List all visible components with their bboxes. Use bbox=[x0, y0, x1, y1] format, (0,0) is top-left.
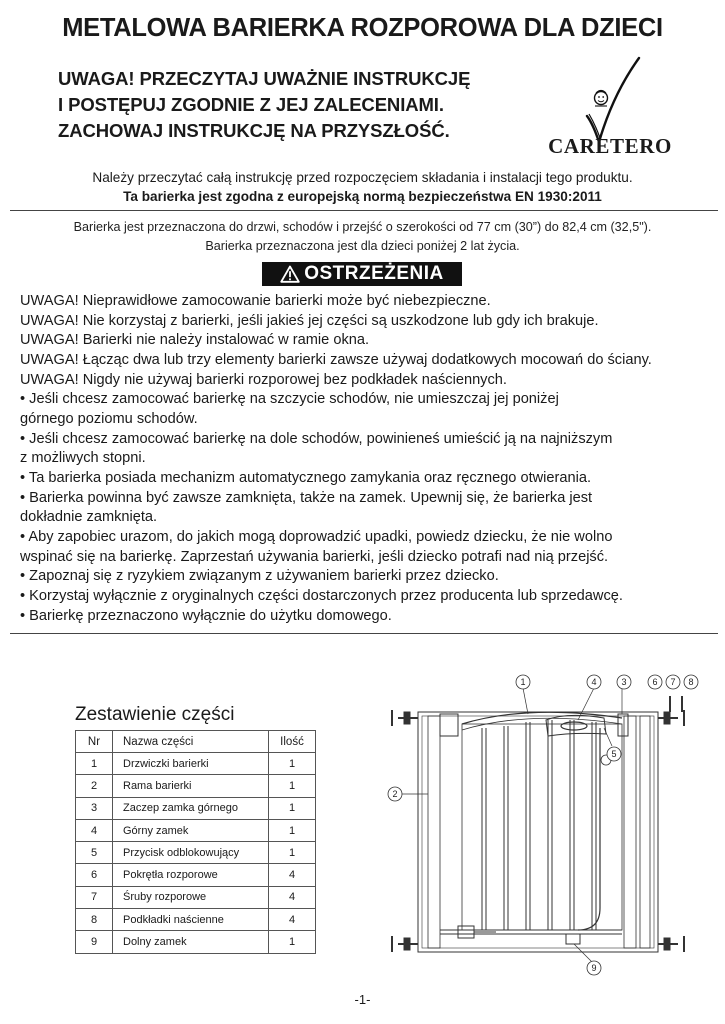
part-quantity: 1 bbox=[269, 775, 316, 797]
part-name: Rama barierki bbox=[113, 775, 269, 797]
document-title: METALOWA BARIERKA ROZPOROWA DLA DZIECI bbox=[62, 14, 663, 42]
warning-item: • Zapoznaj się z ryzykiem związanym z używaniem barierki przez dziecko. bbox=[20, 568, 499, 585]
warning-item: UWAGA! Barierki nie należy instalować w ramie okna. bbox=[20, 332, 370, 349]
table-row bbox=[76, 842, 316, 864]
warning-item: • Ta barierka posiada mechanizm automatycznego zamykania oraz ręcznego otwierania. bbox=[20, 469, 592, 486]
part-name: Podkładki naścienne bbox=[113, 909, 269, 931]
warning-item: UWAGA! Łącząc dwa lub trzy elementy barierki zawsze używaj dodatkowych mocowań do ściany. bbox=[20, 351, 652, 368]
part-name: Zaczep zamka górnego bbox=[113, 797, 269, 819]
callout-6: 6 bbox=[652, 677, 658, 687]
part-quantity: 1 bbox=[269, 931, 316, 953]
divider bbox=[10, 210, 718, 211]
warning-item: • Jeśli chcesz zamocować barierkę na dole schodów, powinieneś umieścić ją na najniższym bbox=[20, 430, 613, 447]
table-row bbox=[76, 797, 316, 819]
part-quantity: 1 bbox=[269, 819, 316, 841]
warning-item: • Jeśli chcesz zamocować barierkę na szczycie schodów, nie umieszczaj jej poniżej bbox=[20, 391, 559, 408]
part-number: 7 bbox=[76, 886, 113, 908]
pressure-spindle-bottom-right bbox=[658, 936, 684, 952]
part-name: Dolny zamek bbox=[113, 931, 269, 953]
callout-7: 7 bbox=[670, 677, 676, 687]
callout-4: 4 bbox=[591, 677, 597, 687]
column-header-qty: Ilość bbox=[269, 731, 316, 753]
callout-1: 1 bbox=[520, 677, 526, 687]
part-name: Przycisk odblokowujący bbox=[113, 842, 269, 864]
column-header-name: Nazwa części bbox=[113, 731, 269, 753]
warning-triangle-icon bbox=[280, 265, 300, 283]
standard-compliance-line: Ta barierka jest zgodna z europejską normą bezpieczeństwa EN 1930:2011 bbox=[123, 189, 602, 204]
part-number: 4 bbox=[76, 819, 113, 841]
warning-item: • Barierkę przeznaczono wyłącznie do użytku domowego. bbox=[20, 607, 392, 624]
logo-wordmark: CARETERO bbox=[548, 134, 672, 158]
callout-3: 3 bbox=[621, 677, 627, 687]
table-row bbox=[76, 909, 316, 931]
page-number: -1- bbox=[354, 992, 371, 1007]
part-number: 5 bbox=[76, 842, 113, 864]
parts-table bbox=[75, 730, 316, 954]
bottom-lock bbox=[566, 934, 580, 944]
warning-item: UWAGA! Nie korzystaj z barierki, jeśli jakieś jej części są uszkodzone lub gdy ich brakuje. bbox=[20, 312, 599, 329]
intro-line: Należy przeczytać całą instrukcję przed rozpoczęciem składania i instalacji tego produktu. bbox=[92, 170, 633, 185]
part-quantity: 1 bbox=[269, 797, 316, 819]
table-row bbox=[76, 753, 316, 775]
part-quantity: 4 bbox=[269, 909, 316, 931]
callout-8: 8 bbox=[688, 677, 694, 687]
warnings-banner-label: OSTRZEŻENIA bbox=[304, 263, 444, 284]
table-row bbox=[76, 819, 316, 841]
warning-header-line: I POSTĘPUJ ZGODNIE Z JEJ ZALECENIAMI. bbox=[58, 94, 444, 115]
warning-item: UWAGA! Nieprawidłowe zamocowanie barierki może być niebezpieczne. bbox=[20, 293, 491, 309]
part-number: 1 bbox=[76, 753, 113, 775]
callout-5: 5 bbox=[611, 749, 617, 759]
pressure-spindle-top-right bbox=[658, 710, 684, 726]
part-quantity: 4 bbox=[269, 886, 316, 908]
callout-9: 9 bbox=[591, 963, 597, 973]
warning-item: • Aby zapobiec urazom, do jakich mogą doprowadzić upadki, powiedz dziecku, że nie wolno bbox=[20, 528, 613, 545]
part-number: 8 bbox=[76, 909, 113, 931]
warning-item: z możliwych stopni. bbox=[20, 450, 146, 467]
warning-item: wspinać się na barierkę. Zaprzestań używania barierki, jeśli dziecko potrafi nad nią przejść. bbox=[20, 548, 609, 565]
warnings-list bbox=[20, 292, 720, 626]
part-quantity: 4 bbox=[269, 864, 316, 886]
warning-header-line: UWAGA! PRZECZYTAJ UWAŻNIE INSTRUKCJĘ bbox=[58, 68, 471, 89]
table-row bbox=[76, 931, 316, 953]
part-name: Drzwiczki barierki bbox=[113, 753, 269, 775]
part-number: 6 bbox=[76, 864, 113, 886]
part-name: Pokrętła rozporowe bbox=[113, 864, 269, 886]
table-row bbox=[76, 864, 316, 886]
gate-parts-diagram bbox=[378, 668, 718, 978]
warning-item: • Korzystaj wyłącznie z oryginalnych części dostarczonych przez producenta lub sprzedawcę. bbox=[20, 587, 623, 604]
divider bbox=[10, 633, 718, 634]
part-name: Górny zamek bbox=[113, 819, 269, 841]
warning-item: dokładnie zamknięta. bbox=[20, 509, 158, 526]
part-name: Śruby rozporowe bbox=[113, 886, 269, 908]
warnings-banner bbox=[262, 262, 462, 286]
intro-text bbox=[0, 168, 725, 206]
table-row bbox=[76, 886, 316, 908]
caretero-logo bbox=[535, 54, 685, 164]
callout-2: 2 bbox=[392, 789, 398, 799]
read-instructions-warning bbox=[58, 66, 538, 144]
warning-item: • Barierka powinna być zawsze zamknięta, także na zamek. Upewnij się, że barierka jest bbox=[20, 489, 593, 506]
part-number: 2 bbox=[76, 775, 113, 797]
column-header-nr: Nr bbox=[76, 731, 113, 753]
pressure-spindle-bottom-left bbox=[392, 936, 418, 952]
usage-width-line: Barierka jest przeznaczona do drzwi, schodów i przejść o szerokości od 77 cm (30”) do 82,4 cm (32,5"). bbox=[73, 220, 652, 234]
warning-item: UWAGA! Nigdy nie używaj barierki rozporowej bez podkładek naściennych. bbox=[20, 371, 507, 388]
part-number: 3 bbox=[76, 797, 113, 819]
part-quantity: 1 bbox=[269, 842, 316, 864]
parts-list-title: Zestawienie części bbox=[75, 704, 235, 725]
usage-info bbox=[0, 218, 725, 256]
warning-item: górnego poziomu schodów. bbox=[20, 410, 198, 427]
usage-age-line: Barierka przeznaczona jest dla dzieci poniżej 2 lat życia. bbox=[205, 239, 520, 253]
pressure-spindle-top-left bbox=[392, 710, 418, 726]
part-number: 9 bbox=[76, 931, 113, 953]
table-row bbox=[76, 775, 316, 797]
warning-header-line: ZACHOWAJ INSTRUKCJĘ NA PRZYSZŁOŚĆ. bbox=[58, 120, 450, 141]
parts-table-header bbox=[76, 731, 316, 753]
part-quantity: 1 bbox=[269, 753, 316, 775]
